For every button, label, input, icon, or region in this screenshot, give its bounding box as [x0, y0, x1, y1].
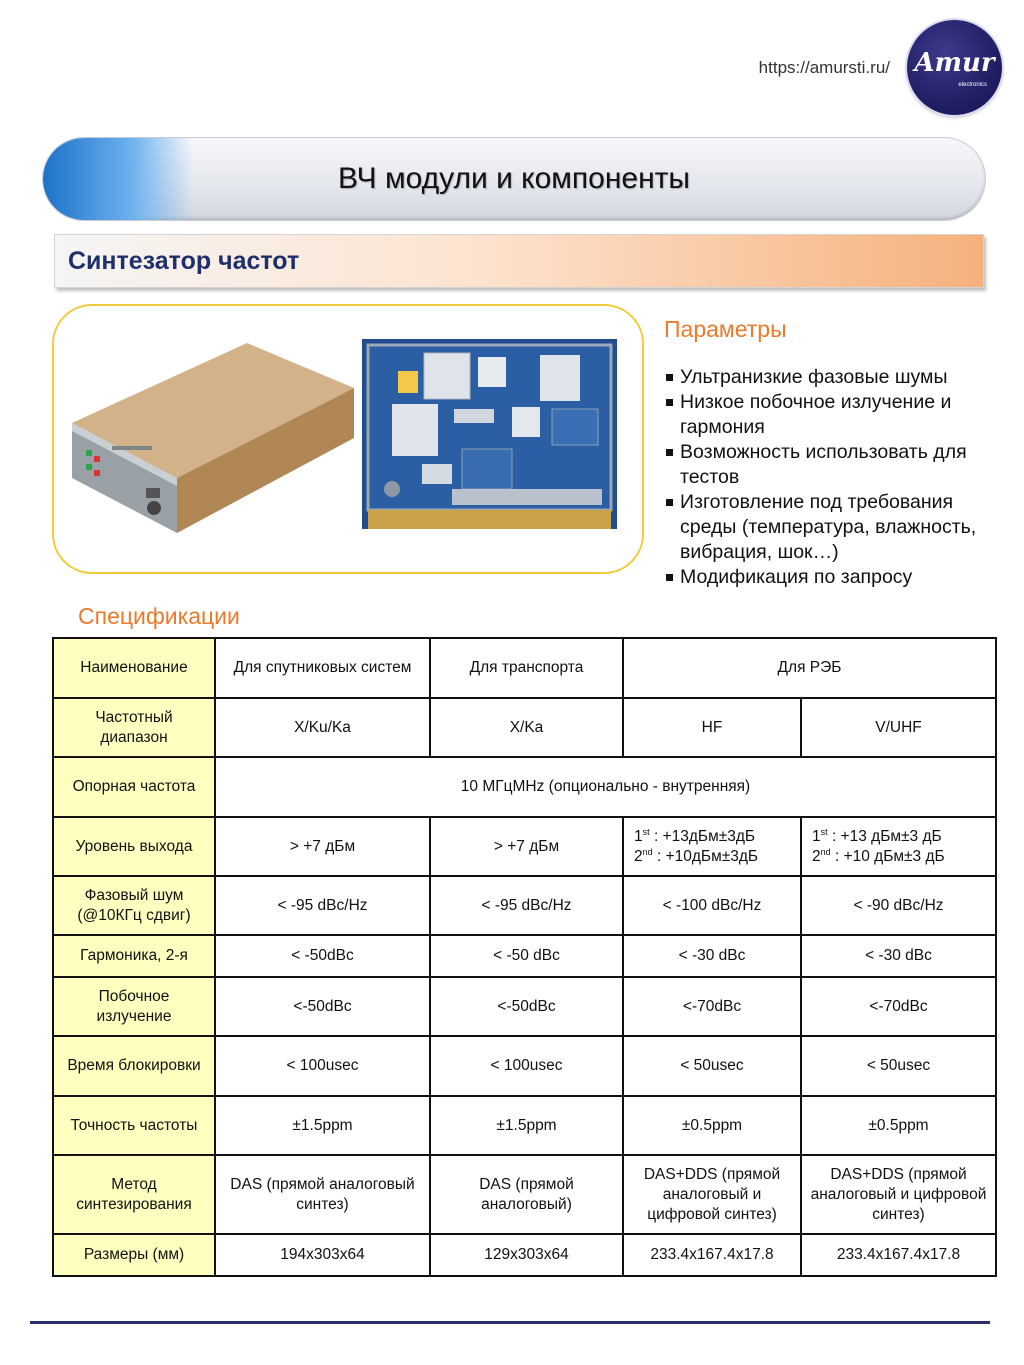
table-cell: DAS+DDS (прямой аналоговый и цифровой синтез): [623, 1155, 801, 1234]
row-label: Точность частоты: [53, 1096, 215, 1155]
table-cell: < 100usec: [430, 1036, 623, 1096]
row-label: Метод синтезирования: [53, 1155, 215, 1234]
table-cell: < -95 dBc/Hz: [430, 876, 623, 935]
table-row: [53, 935, 996, 977]
table-row: [53, 876, 996, 935]
table-cell: <-50dBc: [430, 977, 623, 1036]
row-label: Время блокировки: [53, 1036, 215, 1096]
params-list: [665, 365, 1005, 590]
output-level-line: 1st : +13 дБм±3 дБ: [812, 826, 942, 845]
specs-title: Спецификации: [78, 603, 240, 629]
table-cell: 233.4x167.4x17.8: [623, 1234, 801, 1276]
table-cell: < -90 dBc/Hz: [801, 876, 996, 935]
table-cell: DAS (прямой аналоговый): [430, 1155, 623, 1234]
synthesizer-enclosure-image: [72, 338, 354, 533]
table-cell: ±0.5ppm: [623, 1096, 801, 1155]
table-row: [53, 977, 996, 1036]
table-cell-merged: 10 МГцMHz (опционально - внутренняя): [215, 757, 996, 817]
table-cell: 194x303x64: [215, 1234, 430, 1276]
row-label: Гармоника, 2-я: [53, 935, 215, 977]
table-cell: HF: [623, 698, 801, 757]
table-cell: < -95 dBc/Hz: [215, 876, 430, 935]
row-label: Размеры (мм): [53, 1234, 215, 1276]
table-cell: 233.4x167.4x17.8: [801, 1234, 996, 1276]
table-row: [53, 1155, 996, 1234]
table-cell: < -30 dBc: [623, 935, 801, 977]
spec-table: [52, 637, 997, 1277]
title-banner: [42, 137, 986, 221]
footer-divider: [30, 1321, 990, 1324]
table-cell: < 100usec: [215, 1036, 430, 1096]
list-item: Модификация по запросу: [665, 565, 1005, 590]
table-cell: X/Ku/Ka: [215, 698, 430, 757]
table-cell: [623, 817, 801, 876]
output-level-line: 2nd : +10дБм±3дБ: [634, 846, 759, 865]
table-cell: > +7 дБм: [215, 817, 430, 876]
table-row: [53, 757, 996, 817]
list-item: Возможность использовать для тестов: [665, 440, 1005, 490]
table-cell: < 50usec: [623, 1036, 801, 1096]
table-cell: < 50usec: [801, 1036, 996, 1096]
table-cell: DAS+DDS (прямой аналоговый и цифровой синтез): [801, 1155, 996, 1234]
table-cell: <-50dBc: [215, 977, 430, 1036]
list-item: Изготовление под требования среды (температура, влажность, вибрация, шок…): [665, 490, 1005, 565]
table-cell: < -50 dBc: [430, 935, 623, 977]
table-cell: X/Ka: [430, 698, 623, 757]
logo-subtext: electronics: [958, 82, 987, 88]
table-row: [53, 817, 996, 876]
synthesizer-board-image: [362, 339, 617, 529]
output-level-line: 1st : +13дБм±3дБ: [634, 826, 756, 845]
row-label: Частотный диапазон: [53, 698, 215, 757]
table-cell: V/UHF: [801, 698, 996, 757]
list-item: Низкое побочное излучение и гармония: [665, 390, 1005, 440]
company-logo: [907, 20, 1002, 115]
table-cell: 129x303x64: [430, 1234, 623, 1276]
row-label: Уровень выхода: [53, 817, 215, 876]
table-cell: [801, 817, 996, 876]
table-cell: DAS (прямой аналоговый синтез): [215, 1155, 430, 1234]
params-title: Параметры: [664, 316, 787, 342]
table-cell: ±1.5ppm: [215, 1096, 430, 1155]
section-title: Синтезатор частот: [68, 247, 300, 275]
table-cell: <-70dBc: [801, 977, 996, 1036]
table-cell: <-70dBc: [623, 977, 801, 1036]
site-url[interactable]: https://amursti.ru/: [758, 58, 890, 77]
table-row: [53, 638, 996, 698]
row-label: Фазовый шум (@10КГц сдвиг): [53, 876, 215, 935]
table-cell: ±1.5ppm: [430, 1096, 623, 1155]
table-row: [53, 1234, 996, 1276]
table-row: [53, 1036, 996, 1096]
table-row: [53, 1096, 996, 1155]
table-cell: < -50dBc: [215, 935, 430, 977]
row-label: Побочное излучение: [53, 977, 215, 1036]
section-header: [54, 234, 984, 288]
table-cell: > +7 дБм: [430, 817, 623, 876]
header-satellite: Для спутниковых систем: [215, 638, 430, 698]
header-ew: Для РЭБ: [623, 638, 996, 698]
logo-text: Amur: [914, 48, 995, 78]
header-name: Наименование: [53, 638, 215, 698]
table-row: [53, 698, 996, 757]
page-title: ВЧ модули и компоненты: [337, 162, 690, 195]
table-cell: < -100 dBc/Hz: [623, 876, 801, 935]
output-level-line: 2nd : +10 дБм±3 дБ: [812, 846, 945, 865]
list-item: Ультранизкие фазовые шумы: [665, 365, 1005, 390]
row-label: Опорная частота: [53, 757, 215, 817]
table-cell: < -30 dBc: [801, 935, 996, 977]
table-cell: ±0.5ppm: [801, 1096, 996, 1155]
header-transport: Для транспорта: [430, 638, 623, 698]
